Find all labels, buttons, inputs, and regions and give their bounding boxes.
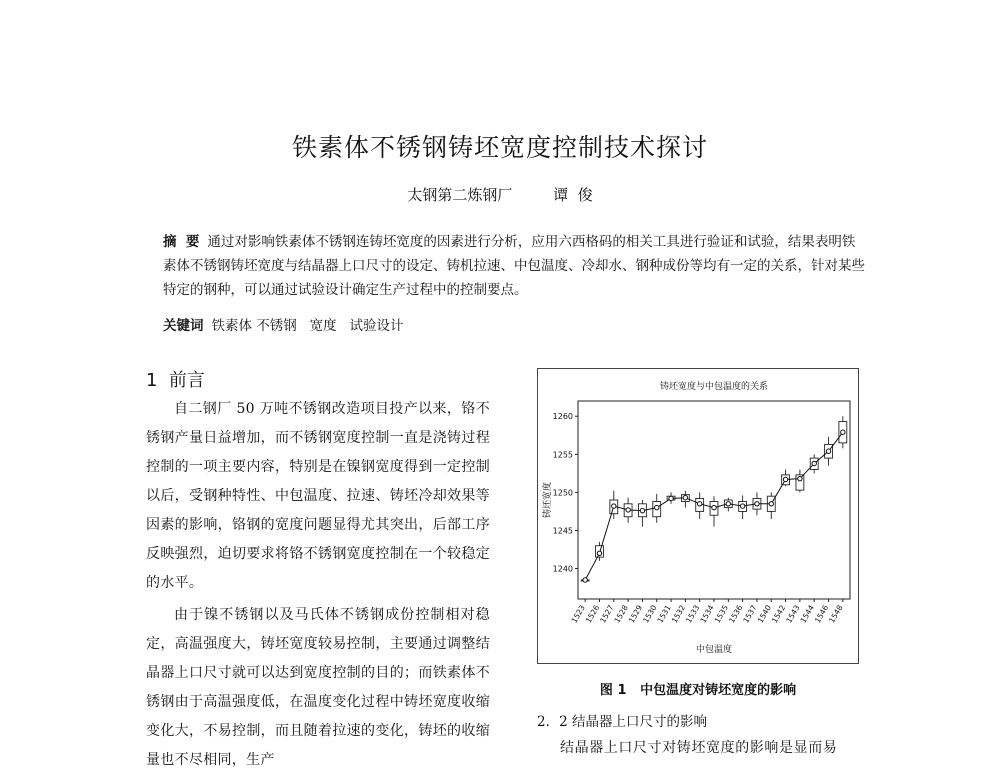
x-tick-label: 1529 (626, 603, 645, 625)
x-tick-label: 1523 (569, 603, 587, 625)
x-tick-label: 1535 (712, 603, 731, 625)
mean-point (783, 477, 787, 481)
x-tick-label: 1542 (769, 603, 788, 625)
mean-point (826, 449, 830, 453)
figure-caption: 图 1 中包温度对铸坯宽度的影响 (599, 683, 797, 698)
mean-point (769, 502, 773, 506)
affiliation: 太钢第二炼钢厂 (407, 186, 513, 204)
mean-point (812, 461, 816, 465)
mean-point (841, 430, 845, 434)
mean-point (640, 508, 644, 512)
mean-point (683, 496, 687, 500)
author: 谭 俊 (553, 186, 593, 204)
mean-point (612, 504, 616, 508)
byline (0, 184, 1000, 205)
mean-point (597, 551, 601, 555)
y-axis-label: 铸坯宽度 (543, 481, 553, 519)
intro-paragraph-2: 由于镍不锈钢以及马氏体不锈钢成份控制相对稳定，高温强度大，铸坯宽度较易控制，主要通过调整结晶器上口尺寸就可以达到宽度控制的目的；而铁素体不锈钢由于高温强度低，在温度变化过程中铸坯宽度收缩变化大，不易控制，而且随着拉速的变化，铸坯的收缩量也不尽相同，生产 (146, 607, 490, 768)
section-2-2-body: 结晶器上口尺寸对铸坯宽度的影响是显而易 (560, 740, 838, 756)
keywords-label: 关键词 (163, 318, 204, 334)
x-tick-label: 1534 (698, 603, 716, 625)
box-plot-chart (538, 369, 858, 663)
x-tick-label: 1543 (784, 603, 802, 625)
x-tick-label: 1546 (812, 603, 831, 625)
x-tick-label: 1526 (583, 603, 602, 625)
keywords-text: 铁素体 不锈钢 宽度 试验设计 (211, 318, 404, 334)
x-tick-label: 1540 (755, 603, 773, 625)
x-tick-label: 1537 (741, 603, 759, 625)
keywords (163, 314, 404, 334)
mean-point (583, 578, 587, 582)
mean-point (755, 502, 759, 506)
intro-paragraph-1: 自二钢厂 50 万吨不锈钢改造项目投产以来，铬不锈钢产量日益增加，而不锈钢宽度控制一直是浇铸过程控制的一项主要内容，特别是在镍钢宽度得到一定控制以后，受钢种特性、中包温度、拉速、铸坯冷却效果等因素的影响，铬钢的宽度问题显得尤其突出，后部工序反映强烈，迫切要求将铬不锈钢宽度控制在一个较稳定的水平。 (146, 401, 490, 591)
paper-title: 铁素体不锈钢铸坯宽度控制技术探讨 (291, 133, 708, 162)
section-heading-intro: 1 前言 (146, 370, 205, 391)
x-tick-label: 1530 (641, 603, 659, 625)
mean-point (655, 505, 659, 509)
x-tick-label: 1536 (727, 603, 745, 625)
x-tick-label: 1528 (612, 603, 630, 625)
mean-point (726, 502, 730, 506)
y-tick-label: 1255 (552, 450, 573, 460)
section-heading-2-2: 2．2 结晶器上口尺寸的影响 (537, 714, 707, 730)
mean-point (712, 505, 716, 509)
intro-body (146, 395, 490, 775)
x-tick-label: 1544 (798, 603, 816, 625)
abstract (163, 230, 868, 302)
x-tick-label: 1532 (669, 603, 688, 625)
y-tick-label: 1250 (552, 488, 573, 498)
y-tick-label: 1245 (552, 526, 573, 536)
y-tick-label: 1240 (552, 564, 573, 574)
abstract-label: 摘 要 (163, 234, 200, 250)
x-tick-label: 1531 (655, 603, 673, 625)
x-tick-label: 1533 (684, 603, 702, 625)
chart-title: 铸坯宽度与中包温度的关系 (659, 382, 769, 392)
mean-point (798, 476, 802, 480)
mean-point (626, 508, 630, 512)
mean-point (740, 504, 744, 508)
mean-point (669, 496, 673, 500)
abstract-text: 通过对影响铁素体不锈钢连铸坯宽度的因素进行分析，应用六西格码的相关工具进行验证和试验，结果表明铁素体不锈钢铸坯宽度与结晶器上口尺寸的设定、铸机拉速、中包温度、冷却水、钢种成份等均有一定的关系，针对某些特定的钢种，可以通过试验设计确定生产过程中的控制要点。 (163, 234, 865, 298)
figure-1 (537, 368, 859, 664)
y-tick-label: 1260 (552, 412, 573, 422)
mean-point (697, 502, 701, 506)
x-axis-label: 中包温度 (695, 645, 733, 655)
x-tick-label: 1548 (827, 603, 845, 625)
x-tick-label: 1527 (598, 603, 616, 625)
